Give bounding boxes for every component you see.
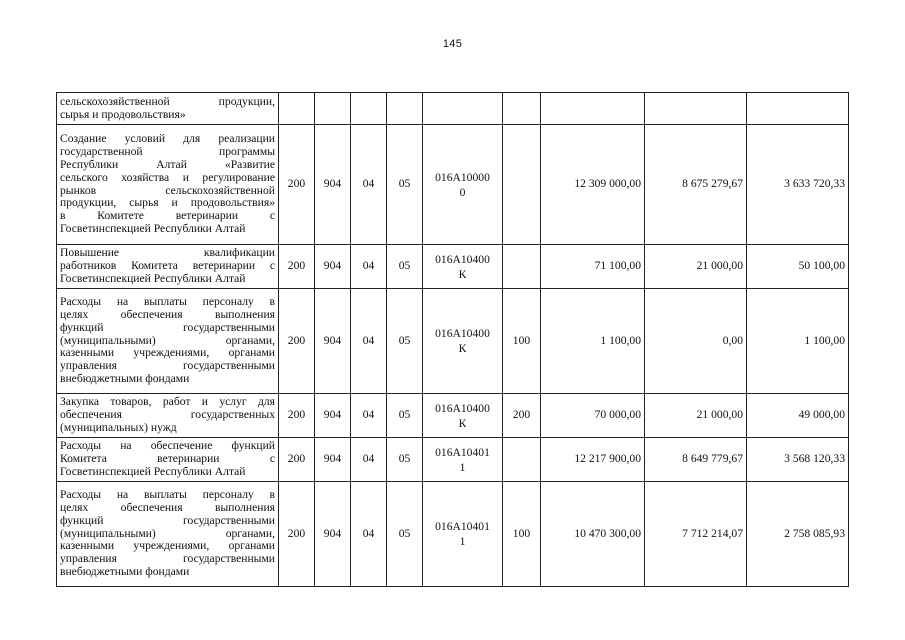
description-line: Госветинспекцией Республики Алтай <box>60 271 246 285</box>
table-row <box>57 245 849 289</box>
target-article-code: 016А10400 <box>435 327 490 340</box>
row-description <box>57 93 279 125</box>
cell-amount-plan: 12 217 900,00 <box>541 438 645 482</box>
target-article-suffix: К <box>458 342 467 355</box>
row-description <box>57 289 279 394</box>
description-line: внебюджетными фондами <box>60 372 190 386</box>
cell-subsection: 05 <box>387 394 423 438</box>
cell-rz <box>315 93 351 125</box>
cell-amount-executed: 0,00 <box>645 289 747 394</box>
cell-subsection: 05 <box>387 482 423 587</box>
description-line: сельскохозяйственной продукции, <box>60 94 275 108</box>
description-line: Создание условий для реализации <box>60 131 275 145</box>
description-line: управления государственными <box>60 552 275 566</box>
cell-expense-type <box>503 438 541 482</box>
cell-amount-executed: 21 000,00 <box>645 394 747 438</box>
cell-rz: 904 <box>315 289 351 394</box>
description-line: функций государственными <box>60 320 275 334</box>
cell-subsection: 05 <box>387 438 423 482</box>
cell-expense-type <box>503 125 541 245</box>
cell-amount-remaining: 1 100,00 <box>747 289 849 394</box>
target-article-code: 016А10401 <box>435 445 490 459</box>
description-line: продукции, сырья и продовольствия» <box>60 196 275 210</box>
cell-target-article <box>423 125 503 245</box>
target-article-suffix: 0 <box>459 185 466 199</box>
cell-amount-plan: 70 000,00 <box>541 394 645 438</box>
cell-subsection: 05 <box>387 289 423 394</box>
cell-amount-plan: 10 470 300,00 <box>541 482 645 587</box>
description-line: работников Комитета ветеринарии с <box>60 259 275 273</box>
description-line: (муниципальными) органами, <box>60 526 275 540</box>
description-line: сырья и продовольствия» <box>60 107 186 121</box>
cell-subsection: 05 <box>387 245 423 289</box>
cell-pr: 04 <box>351 438 387 482</box>
cell-rz: 904 <box>315 482 351 587</box>
page-number: 145 <box>442 38 463 50</box>
cell-amount-plan: 12 309 000,00 <box>541 125 645 245</box>
row-description <box>57 438 279 482</box>
cell-grbs: 200 <box>279 394 315 438</box>
cell-pr <box>351 93 387 125</box>
cell-expense-type <box>503 93 541 125</box>
target-article-suffix: К <box>458 267 467 281</box>
description-line: внебюджетными фондами <box>60 565 190 579</box>
budget-table <box>56 92 849 587</box>
description-line: функций государственными <box>60 513 275 527</box>
cell-pr: 04 <box>351 245 387 289</box>
cell-amount-plan: 71 100,00 <box>541 245 645 289</box>
target-article-code: 016А10000 <box>435 170 490 184</box>
cell-amount-remaining: 3 633 720,33 <box>747 125 849 245</box>
table-row <box>57 438 849 482</box>
description-line: (муниципальных) нужд <box>60 420 177 434</box>
description-line: (муниципальными) органами, <box>60 333 275 347</box>
description-line: Расходы на выплаты персоналу в <box>60 487 275 501</box>
cell-target-article <box>423 245 503 289</box>
cell-target-article <box>423 438 503 482</box>
description-line: Республики Алтай «Развитие <box>60 157 275 171</box>
cell-amount-remaining: 49 000,00 <box>747 394 849 438</box>
row-description <box>57 125 279 245</box>
target-article-suffix: 1 <box>459 460 466 474</box>
cell-grbs <box>279 93 315 125</box>
cell-amount-executed: 7 712 214,07 <box>645 482 747 587</box>
cell-rz: 904 <box>315 125 351 245</box>
description-line: управления государственными <box>60 359 275 373</box>
row-description <box>57 394 279 438</box>
table-row <box>57 289 849 394</box>
cell-target-article <box>423 482 503 587</box>
cell-rz: 904 <box>315 394 351 438</box>
cell-grbs: 200 <box>279 125 315 245</box>
target-article-code: 016А10401 <box>435 520 490 533</box>
cell-expense-type <box>503 245 541 289</box>
cell-pr: 04 <box>351 482 387 587</box>
cell-target-article <box>423 93 503 125</box>
target-article-code: 016А10400 <box>435 401 490 415</box>
description-line: рынков сельскохозяйственной <box>60 183 275 197</box>
description-line: Закупка товаров, работ и услуг для <box>60 395 275 409</box>
cell-grbs: 200 <box>279 482 315 587</box>
target-article-code: 016А10400 <box>435 252 490 266</box>
cell-amount-plan <box>541 93 645 125</box>
cell-amount-executed: 21 000,00 <box>645 245 747 289</box>
description-line: Госветинспекцией Республики Алтай <box>60 464 246 478</box>
cell-grbs: 200 <box>279 245 315 289</box>
description-line: целях обеспечения выполнения <box>60 500 275 514</box>
description-line: Госветинспекцией Республики Алтай <box>60 222 246 236</box>
description-line: в Комитете ветеринарии с <box>60 209 275 223</box>
cell-grbs: 200 <box>279 289 315 394</box>
description-line: Повышение квалификации <box>60 246 275 260</box>
row-description <box>57 245 279 289</box>
cell-amount-remaining: 50 100,00 <box>747 245 849 289</box>
description-line: сельского хозяйства и регулирование <box>60 170 275 184</box>
cell-rz: 904 <box>315 438 351 482</box>
cell-amount-remaining: 2 758 085,93 <box>747 482 849 587</box>
table-row <box>57 125 849 245</box>
table-row <box>57 482 849 587</box>
cell-pr: 04 <box>351 289 387 394</box>
cell-amount-executed: 8 675 279,67 <box>645 125 747 245</box>
cell-amount-executed: 8 649 779,67 <box>645 438 747 482</box>
target-article-suffix: 1 <box>459 535 466 548</box>
cell-expense-type: 100 <box>503 482 541 587</box>
description-line: казенными учреждениями, органами <box>60 346 275 360</box>
description-line: государственной программы <box>60 144 275 158</box>
description-line: Расходы на обеспечение функций <box>60 439 275 453</box>
row-description <box>57 482 279 587</box>
cell-pr: 04 <box>351 394 387 438</box>
description-line: казенными учреждениями, органами <box>60 539 275 553</box>
description-line: Расходы на выплаты персоналу в <box>60 294 275 308</box>
description-line: обеспечения государственных <box>60 408 275 422</box>
target-article-suffix: К <box>458 416 467 430</box>
cell-grbs: 200 <box>279 438 315 482</box>
description-line: Комитета ветеринарии с <box>60 452 275 466</box>
cell-expense-type: 100 <box>503 289 541 394</box>
cell-amount-remaining <box>747 93 849 125</box>
cell-amount-plan: 1 100,00 <box>541 289 645 394</box>
cell-subsection <box>387 93 423 125</box>
cell-target-article <box>423 394 503 438</box>
table-row <box>57 93 849 125</box>
budget-table-body <box>57 93 849 587</box>
table-row <box>57 394 849 438</box>
cell-subsection: 05 <box>387 125 423 245</box>
cell-amount-executed <box>645 93 747 125</box>
cell-expense-type: 200 <box>503 394 541 438</box>
cell-rz: 904 <box>315 245 351 289</box>
cell-pr: 04 <box>351 125 387 245</box>
cell-amount-remaining: 3 568 120,33 <box>747 438 849 482</box>
description-line: целях обеспечения выполнения <box>60 307 275 321</box>
cell-target-article <box>423 289 503 394</box>
